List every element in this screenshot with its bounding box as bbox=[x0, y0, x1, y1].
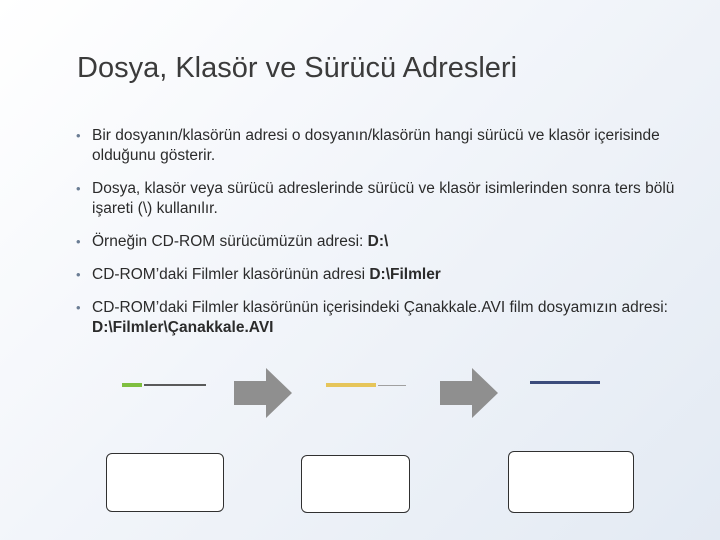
folder-thumbnail bbox=[326, 383, 406, 387]
bullet-dot-icon: • bbox=[76, 267, 81, 282]
drive-thumbnail bbox=[122, 383, 206, 387]
file-thumbnail bbox=[530, 381, 600, 385]
bullet-dot-icon: • bbox=[76, 234, 81, 249]
bullet-item bbox=[76, 232, 676, 252]
bullet-item bbox=[76, 179, 676, 219]
bullet-text: Dosya, klasör veya sürücü adreslerinde sürücü ve klasör isimlerinden sonra ters bölü işareti (\) kullanılır. bbox=[92, 180, 675, 217]
bullet-text: Örneğin CD-ROM sürücümüzün adresi: bbox=[92, 233, 368, 250]
right-arrow-icon bbox=[440, 368, 500, 418]
file-box bbox=[508, 451, 634, 513]
bullet-text: Bir dosyanın/klasörün adresi o dosyanın/klasörün hangi sürücü ve klasör içerisinde olduğunu gösterir. bbox=[92, 127, 660, 164]
bullet-emphasis: D:\Filmler\Çanakkale.AVI bbox=[92, 319, 274, 336]
thumbnail-bar bbox=[530, 381, 600, 384]
bullet-emphasis: D:\ bbox=[367, 233, 389, 250]
slide-title: Dosya, Klasör ve Sürücü Adresleri bbox=[77, 52, 518, 84]
thumbnail-bar bbox=[144, 384, 206, 386]
right-arrow-icon bbox=[234, 368, 294, 418]
bullet-item bbox=[76, 298, 676, 338]
bullet-dot-icon: • bbox=[76, 128, 81, 143]
bullet-dot-icon: • bbox=[76, 181, 81, 196]
bullet-item bbox=[76, 126, 676, 166]
bullet-item bbox=[76, 265, 676, 285]
thumbnail-bar bbox=[326, 383, 376, 387]
drive-box bbox=[106, 453, 224, 512]
bullet-list bbox=[76, 126, 676, 351]
thumbnail-bar bbox=[378, 385, 406, 386]
bullet-text: CD-ROM’daki Filmler klasörünün adresi bbox=[92, 266, 370, 283]
thumbnail-bar bbox=[122, 383, 142, 387]
bullet-text: CD-ROM’daki Filmler klasörünün içerisindeki Çanakkale.AVI film dosyamızın adresi: bbox=[92, 299, 668, 316]
folder-box bbox=[301, 455, 410, 513]
bullet-dot-icon: • bbox=[76, 300, 81, 315]
bullet-emphasis: D:\Filmler bbox=[369, 266, 441, 283]
